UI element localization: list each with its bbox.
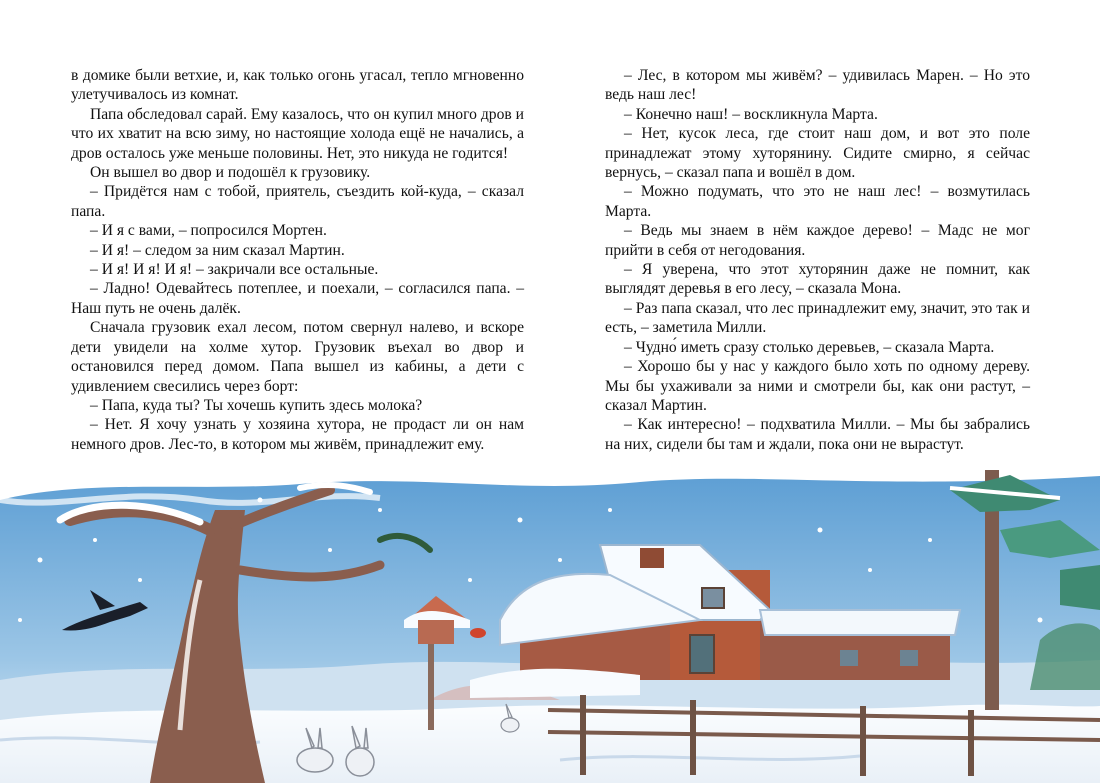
- paragraph: – Конечно наш! – воскликнула Марта.: [624, 105, 878, 123]
- paragraph: – Нет, кусок леса, где стоит наш дом, и вот это поле принадлежат этому хуторянину. Сидите смирно, я сейчас вернусь, – сказал папа и вошёл в дом.: [605, 125, 1030, 182]
- paragraph: – Можно подумать, что это не наш лес! – возмутилась Марта.: [605, 183, 1030, 220]
- left-page-text: [71, 66, 524, 454]
- paragraph: – И я с вами, – попросился Мортен.: [90, 222, 327, 240]
- winter-farm-illustration: [0, 470, 1100, 783]
- paragraph: – Лес, в котором мы живём? – удивилась Марен. – Но это ведь наш лес!: [605, 67, 1030, 104]
- paragraph: – Папа, куда ты? Ты хочешь купить здесь молока?: [90, 396, 423, 414]
- paragraph: – Ладно! Одевайтесь потеплее, и поехали, – согласился папа. – Наш путь не очень далёк.: [71, 280, 524, 317]
- right-page-text: [605, 66, 1030, 454]
- paragraph: – И я! – следом за ним сказал Мартин.: [90, 241, 345, 259]
- paragraph: – Как интересно! – подхватила Милли. – Мы бы забрались на них, сидели бы там и ждали, пока они не вырастут.: [605, 416, 1030, 453]
- paragraph: – Я уверена, что этот хуторянин даже не помнит, как выглядят деревья в его лесу, – сказала Мона.: [605, 261, 1030, 298]
- paragraph: Папа обследовал сарай. Ему казалось, что он купил много дров и что их хватит на всю зиму, но настоящие холода ещё не начались, а дров осталось уже меньше половины. Нет, это никуда не годится!: [71, 105, 524, 162]
- paragraph: Он вышел во двор и подошёл к грузовику.: [90, 164, 371, 182]
- paragraph: – Хорошо бы у нас у каждого было хоть по одному дереву. Мы бы ухаживали за ними и смотрели бы, как они растут, – сказал Мартин.: [605, 358, 1030, 414]
- paragraph: – И я! И я! И я! – закричали все остальные.: [90, 261, 379, 279]
- paragraph: – Ведь мы знаем в нём каждое дерево! – Мадс не мог прийти в себя от негодования.: [605, 222, 1030, 259]
- paragraph: Сначала грузовик ехал лесом, потом свернул налево, и вскоре дети увидели на холме хутор. Грузовик въехал во двор и остановился перед домом. Папа вышел из кабины, а дети с удивлением свесились через борт:: [71, 319, 524, 395]
- paragraph: – Нет. Я хочу узнать у хозяина хутора, не продаст ли он нам немного дров. Лес-то, в котором мы живём, принадлежит ему.: [71, 416, 524, 453]
- paragraph: – Чудно́ иметь сразу столько деревьев, – сказала Марта.: [624, 338, 995, 356]
- paragraph: – Раз папа сказал, что лес принадлежит ему, значит, это так и есть, – заметила Милли.: [605, 299, 1030, 337]
- paragraph: – Придётся нам с тобой, приятель, съездить кой-куда, – сказал папа.: [71, 183, 524, 220]
- paragraph: в домике были ветхие, и, как только огонь угасал, тепло мгновенно улетучивалось из комнат.: [71, 67, 524, 104]
